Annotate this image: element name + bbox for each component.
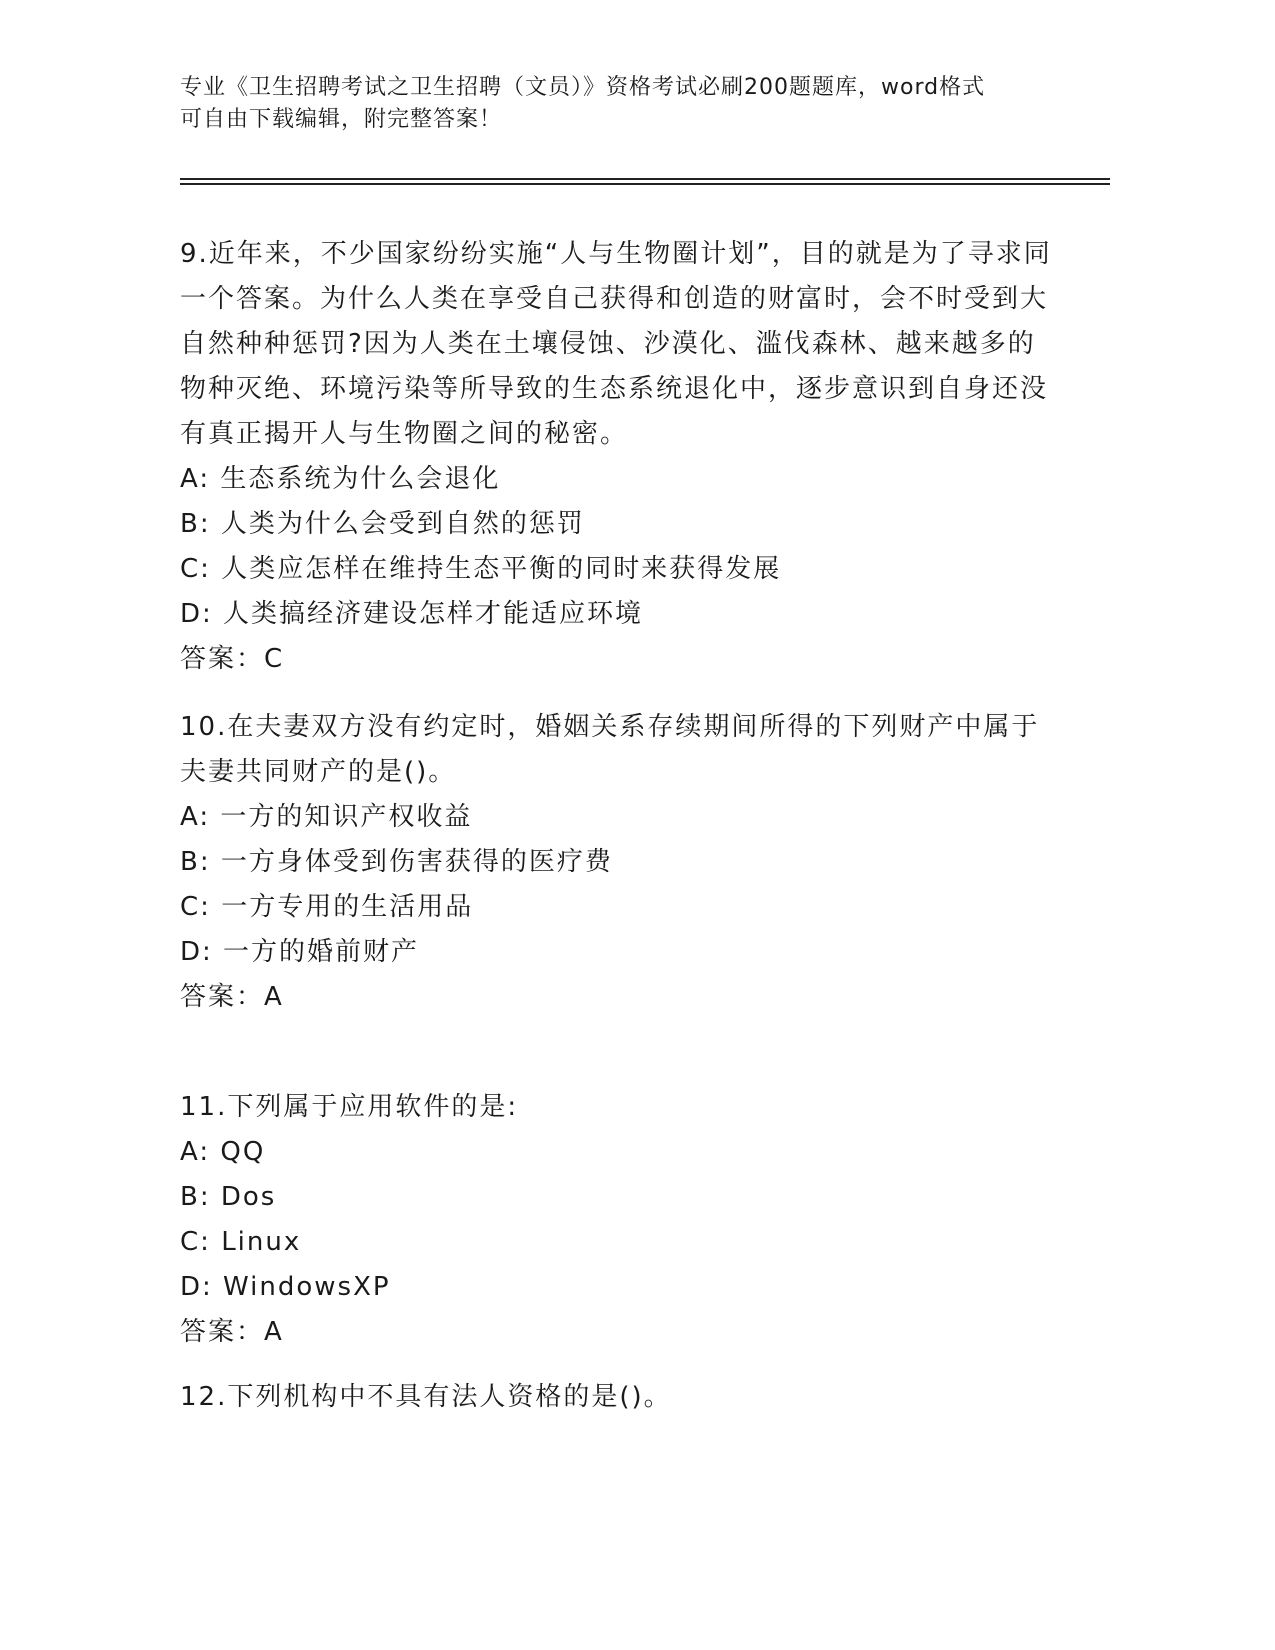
question-stem: 11.下列属于应用软件的是: [180,1092,519,1122]
header-line-1: 专业《卫生招聘考试之卫生招聘（文员）》资格考试必刷200题题库，word格式 [180,75,986,100]
question-stem: 12.下列机构中不具有法人资格的是()。 [180,1382,672,1412]
option-c: C: 人类应怎样在维持生态平衡的同时来获得发展 [180,554,782,584]
option-a: A: 生态系统为什么会退化 [180,464,501,494]
question-9 [180,232,1060,682]
option-a: A: QQ [180,1137,266,1167]
option-b: B: Dos [180,1182,277,1212]
question-12 [180,1375,1060,1420]
question-10 [180,705,1060,1020]
header-line-2: 可自由下载编辑，附完整答案！ [180,107,503,132]
document-header [180,72,1060,136]
question-stem: 9.近年来，不少国家纷纷实施“人与生物圈计划”，目的就是为了寻求同一个答案。为什么人类在享受自己获得和创造的财富时，会不时受到大自然种种惩罚?因为人类在土壤侵蚀、沙漠化、滥伐森林、越来越多的物种灭绝、环境污染等所导致的生态系统退化中，逐步意识到自身还没有真正揭开人与生物圈之间的秘密。 [180,239,1052,449]
option-d: D: 人类搞经济建设怎样才能适应环境 [180,599,644,629]
answer: 答案：A [180,1317,284,1347]
header-divider-bottom [180,183,1110,185]
option-d: D: WindowsXP [180,1272,391,1302]
answer: 答案：C [180,644,285,674]
option-c: C: Linux [180,1227,302,1257]
option-c: C: 一方专用的生活用品 [180,892,474,922]
question-stem: 10.在夫妻双方没有约定时，婚姻关系存续期间所得的下列财产中属于夫妻共同财产的是()。 [180,712,1040,787]
header-divider-top [180,178,1110,180]
option-b: B: 人类为什么会受到自然的惩罚 [180,509,585,539]
option-b: B: 一方身体受到伤害获得的医疗费 [180,847,613,877]
question-11 [180,1085,1060,1355]
option-a: A: 一方的知识产权收益 [180,802,473,832]
answer: 答案：A [180,982,284,1012]
option-d: D: 一方的婚前财产 [180,937,420,967]
